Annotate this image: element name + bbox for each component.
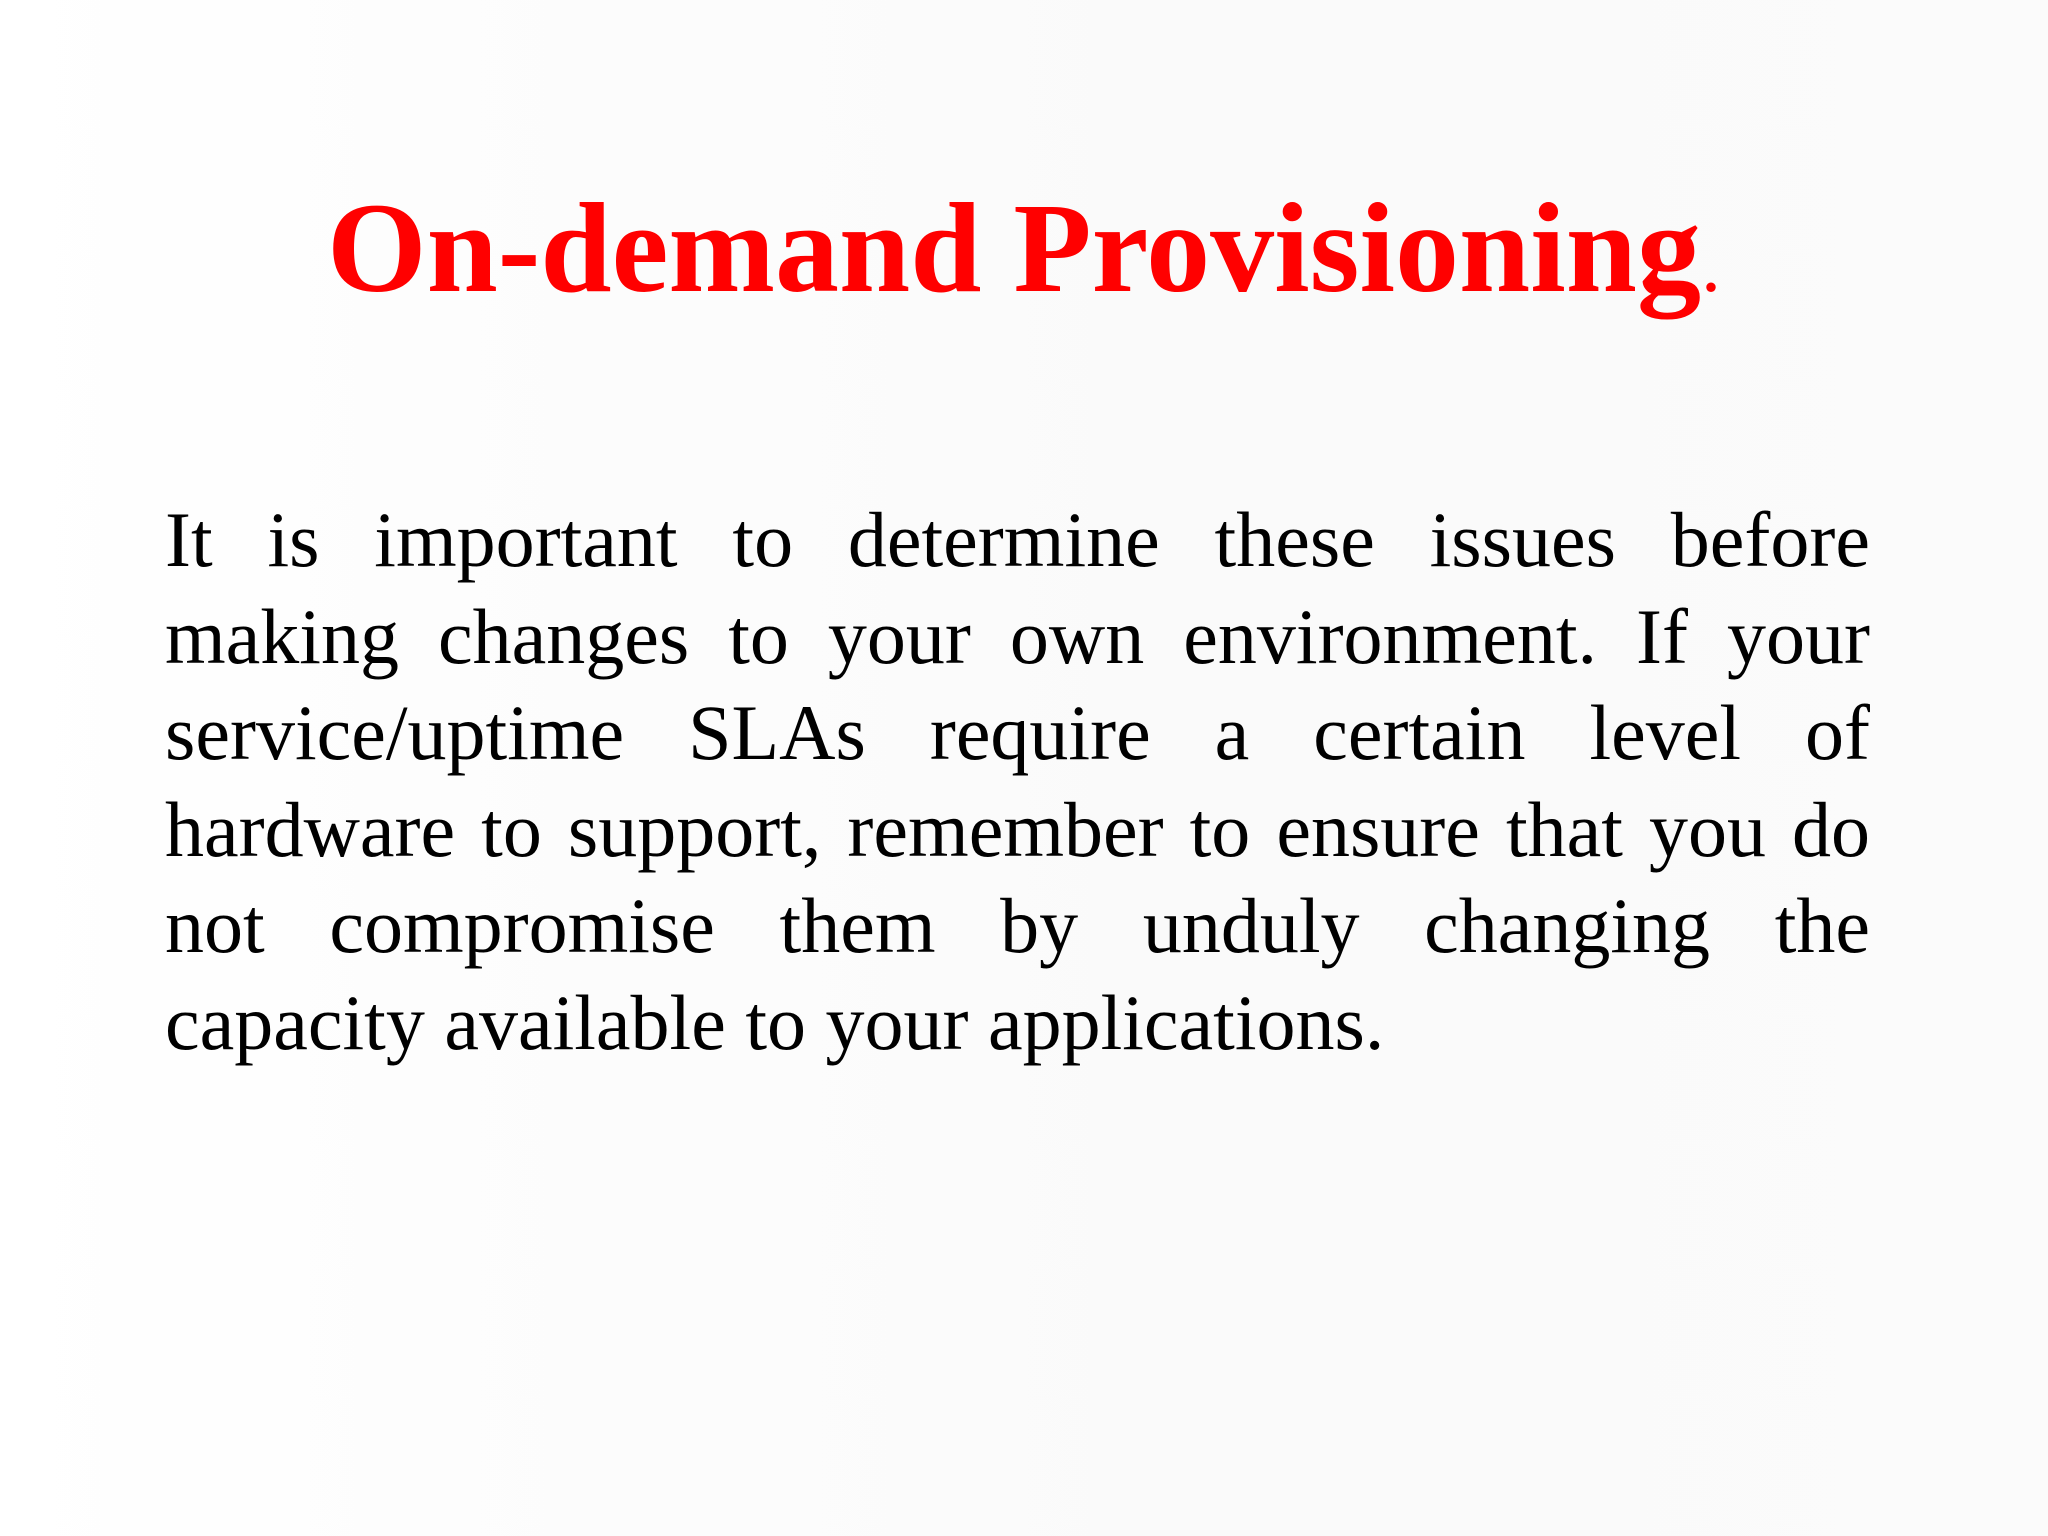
slide-title-period: . (1700, 221, 1721, 309)
slide-body-text: It is important to determine these issues before making changes to your own environment. If your service/uptime SLAs require a certain level of hardware to support, remember to ensure that you do not compromise them by unduly changing the capacity available to your applications. (165, 496, 1870, 1066)
slide-title (0, 178, 2048, 335)
slide-title-text: On-demand Provisioning (327, 177, 1701, 319)
